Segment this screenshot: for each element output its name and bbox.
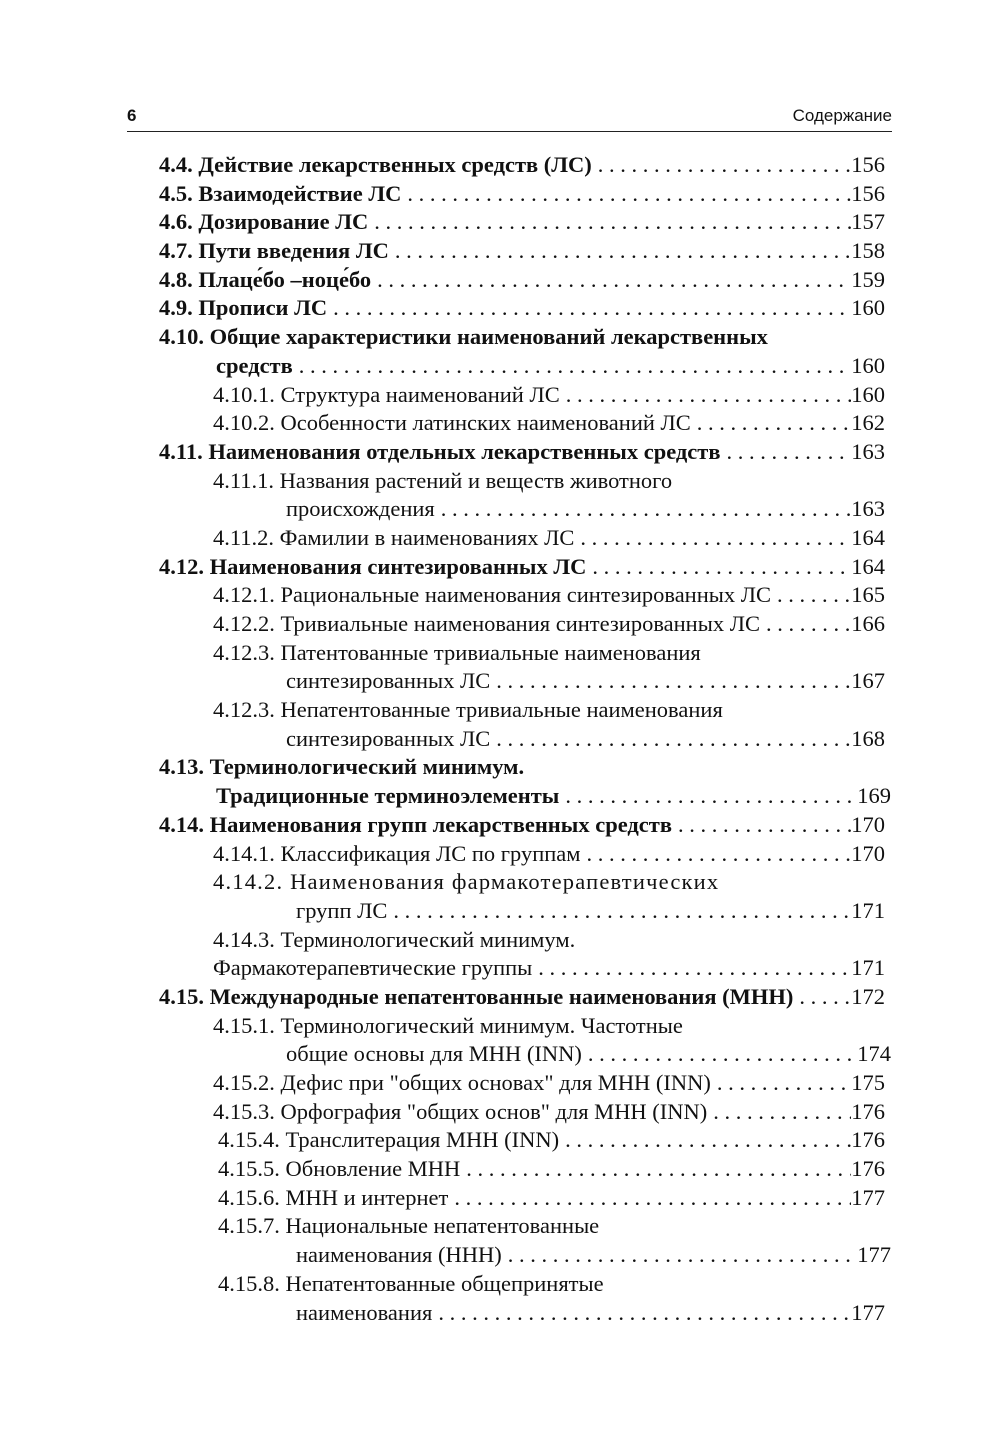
toc-entry-title: 4.12.2. Тривиальные наименования синтезированных ЛС xyxy=(213,611,760,636)
toc-entry-title: 4.5. Взаимодействие ЛС xyxy=(159,180,402,206)
toc-entry-title: 4.12. Наименования синтезированных ЛС xyxy=(159,553,587,579)
toc-entry xyxy=(0,639,1000,668)
toc-entry-continued xyxy=(0,954,1000,983)
toc-entry-title: 4.13. Терминологический минимум. xyxy=(159,754,525,780)
leader-dots xyxy=(581,840,852,869)
leader-dots xyxy=(559,1126,851,1155)
leader-dots xyxy=(691,409,851,438)
toc-entry-continued xyxy=(0,1040,1000,1069)
toc-entry xyxy=(0,553,1000,582)
toc-entry-title-continued: наименования (ННН) xyxy=(296,1242,502,1268)
toc-entry xyxy=(0,294,1000,323)
toc-entry xyxy=(0,237,1000,266)
toc-entry-title: 4.15.6. МНН и интернет xyxy=(218,1184,449,1210)
leader-dots xyxy=(760,610,851,639)
toc-entry-continued xyxy=(0,352,1000,381)
leader-dots xyxy=(432,1299,851,1328)
leader-dots xyxy=(371,266,851,295)
toc-entry-title: 4.15.2. Дефис при "общих основах" для МНН (INN) xyxy=(213,1070,711,1095)
toc-entry xyxy=(0,868,1000,897)
toc-entry-title: 4.12.1. Рациональные наименования синтезированных ЛС xyxy=(213,582,772,608)
header-divider xyxy=(127,131,892,132)
toc-entry-title: 4.14. Наименования групп лекарственных средств xyxy=(159,811,672,837)
toc-entry xyxy=(0,696,1000,725)
leader-dots xyxy=(387,897,851,926)
toc-entry-title: 4.14.2. Наименования фармакотерапевтических xyxy=(213,869,720,895)
toc-entry-title: 4.11.2. Фамилии в наименованиях ЛС xyxy=(213,524,575,550)
toc-entry-title: 4.6. Дозирование ЛС xyxy=(159,209,369,235)
toc-entry-title: 4.14.1. Классификация ЛС по группам xyxy=(213,840,581,866)
leader-dots xyxy=(793,983,851,1012)
table-of-contents xyxy=(0,151,1000,1327)
toc-entry xyxy=(0,1155,1000,1184)
toc-entry-page: 168 xyxy=(851,725,885,751)
leader-dots xyxy=(502,1241,858,1270)
toc-entry-page: 171 xyxy=(851,955,885,981)
toc-entry-page: 176 xyxy=(851,1127,885,1153)
toc-entry-title: 4.8. Плаце́бо –ноце́бо xyxy=(159,266,372,292)
toc-entry xyxy=(0,323,1000,352)
toc-entry-continued xyxy=(0,1241,1000,1270)
toc-entry-title: 4.15.1. Терминологический минимум. Частотные xyxy=(213,1012,683,1038)
toc-entry xyxy=(0,811,1000,840)
toc-entry-page: 177 xyxy=(851,1184,885,1210)
toc-entry xyxy=(0,1212,1000,1241)
leader-dots xyxy=(460,1155,851,1184)
toc-entry xyxy=(0,610,1000,639)
toc-entry xyxy=(0,524,1000,553)
toc-entry xyxy=(0,151,1000,180)
toc-entry xyxy=(0,1184,1000,1213)
toc-entry-page: 159 xyxy=(851,266,885,292)
toc-entry-continued xyxy=(0,782,1000,811)
toc-entry xyxy=(0,381,1000,410)
toc-entry-page: 177 xyxy=(851,1299,885,1325)
toc-entry xyxy=(0,467,1000,496)
leader-dots xyxy=(490,667,851,696)
toc-entry-continued xyxy=(0,495,1000,524)
toc-entry-page: 172 xyxy=(851,983,885,1009)
toc-entry-title: 4.4. Действие лекарственных средств (ЛС) xyxy=(159,152,592,177)
toc-entry-page: 176 xyxy=(851,1156,885,1182)
leader-dots xyxy=(711,1069,851,1098)
toc-entry-title: 4.12.3. Патентованные тривиальные наименования xyxy=(213,639,701,665)
toc-entry-title: 4.10.2. Особенности латинских наименований ЛС xyxy=(213,410,691,436)
toc-entry-title: 4.12.3. Непатентованные тривиальные наименования xyxy=(213,697,723,723)
toc-entry xyxy=(0,1069,1000,1098)
toc-entry-page: 174 xyxy=(857,1041,891,1067)
toc-entry xyxy=(0,409,1000,438)
leader-dots xyxy=(559,782,857,811)
leader-dots xyxy=(490,725,851,754)
toc-entry-title-continued: Традиционные терминоэлементы xyxy=(216,783,560,809)
toc-entry-continued xyxy=(0,1299,1000,1328)
toc-entry-title: 4.15. Международные непатентованные наименования (МНН) xyxy=(159,983,794,1009)
toc-entry-title-continued: синтезированных ЛС xyxy=(286,725,491,751)
toc-entry-title: 4.7. Пути введения ЛС xyxy=(159,238,389,264)
toc-entry-page: 166 xyxy=(851,611,885,636)
toc-entry-title: 4.10. Общие характеристики наименований лекарственных xyxy=(159,324,768,350)
toc-entry xyxy=(0,926,1000,955)
toc-entry-title-continued: групп ЛС xyxy=(296,897,388,923)
leader-dots xyxy=(582,1040,857,1069)
toc-entry xyxy=(0,840,1000,869)
toc-entry xyxy=(0,180,1000,209)
leader-dots xyxy=(592,151,851,180)
toc-entry-title: 4.15.5. Обновление МНН xyxy=(218,1156,461,1182)
toc-entry xyxy=(0,1270,1000,1299)
toc-entry xyxy=(0,1126,1000,1155)
leader-dots xyxy=(574,524,851,553)
toc-entry-title: 4.14.3. Терминологический минимум. xyxy=(213,926,576,952)
toc-entry-title-continued: общие основы для МНН (INN) xyxy=(286,1041,582,1067)
page-number: 6 xyxy=(127,106,137,125)
toc-entry-page: 163 xyxy=(851,496,885,522)
leader-dots xyxy=(532,954,851,983)
toc-entry-title: 4.11.1. Названия растений и веществ животного xyxy=(213,467,673,493)
toc-entry-continued xyxy=(0,725,1000,754)
toc-entry-page: 163 xyxy=(851,438,885,464)
toc-entry-page: 176 xyxy=(851,1098,885,1124)
toc-entry-page: 175 xyxy=(851,1070,885,1095)
leader-dots xyxy=(672,811,851,840)
toc-entry xyxy=(0,753,1000,782)
leader-dots xyxy=(586,553,851,582)
toc-entry-page: 165 xyxy=(851,582,885,608)
toc-entry-page: 164 xyxy=(851,524,885,550)
toc-entry-title-continued: Фармакотерапевтические группы xyxy=(213,955,533,981)
leader-dots xyxy=(368,208,851,237)
toc-entry-page: 164 xyxy=(851,553,885,579)
toc-entry-title-continued: наименования xyxy=(296,1299,433,1325)
toc-entry-page: 160 xyxy=(851,352,885,378)
toc-entry-page: 156 xyxy=(851,180,885,206)
leader-dots xyxy=(401,180,851,209)
toc-entry-page: 156 xyxy=(851,152,885,177)
toc-entry xyxy=(0,1098,1000,1127)
toc-entry-page: 169 xyxy=(857,783,891,809)
toc-entry-title: 4.10.1. Структура наименований ЛС xyxy=(213,381,560,407)
toc-entry-title: 4.15.7. Национальные непатентованные xyxy=(218,1213,600,1239)
toc-entry-page: 162 xyxy=(851,410,885,436)
toc-entry-page: 160 xyxy=(851,295,885,321)
toc-entry-page: 160 xyxy=(851,381,885,407)
toc-entry-page: 167 xyxy=(851,668,885,694)
toc-entry-page: 171 xyxy=(851,897,885,923)
toc-entry-title: 4.15.4. Транслитерация МНН (INN) xyxy=(218,1127,560,1153)
running-title: Содержание xyxy=(792,106,892,125)
toc-entry-page: 177 xyxy=(857,1242,891,1268)
toc-entry-title-continued: происхождения xyxy=(286,496,435,522)
leader-dots xyxy=(389,237,851,266)
running-header xyxy=(127,104,892,130)
toc-entry xyxy=(0,581,1000,610)
toc-entry xyxy=(0,208,1000,237)
toc-entry-page: 157 xyxy=(851,209,885,235)
toc-entry xyxy=(0,983,1000,1012)
toc-entry-page: 170 xyxy=(851,811,885,837)
toc-entry-title: 4.11. Наименования отдельных лекарственных средств xyxy=(159,438,721,464)
leader-dots xyxy=(560,381,852,410)
leader-dots xyxy=(707,1098,851,1127)
toc-entry xyxy=(0,266,1000,295)
toc-entry-title: 4.9. Прописи ЛС xyxy=(159,295,328,321)
leader-dots xyxy=(448,1184,851,1213)
toc-entry-page: 170 xyxy=(851,840,885,866)
leader-dots xyxy=(327,294,851,323)
toc-entry-continued xyxy=(0,897,1000,926)
toc-entry-title: 4.15.3. Орфография "общих основ" для МНН (INN) xyxy=(213,1098,708,1124)
leader-dots xyxy=(435,495,851,524)
toc-entry-title: 4.15.8. Непатентованные общепринятые xyxy=(218,1270,604,1296)
leader-dots xyxy=(771,581,851,610)
toc-entry xyxy=(0,1012,1000,1041)
toc-entry-title-continued: средств xyxy=(216,352,293,378)
toc-entry xyxy=(0,438,1000,467)
leader-dots xyxy=(721,438,852,467)
toc-entry-continued xyxy=(0,667,1000,696)
toc-entry-page: 158 xyxy=(851,238,885,264)
toc-entry-title-continued: синтезированных ЛС xyxy=(286,668,491,694)
leader-dots xyxy=(293,352,851,381)
